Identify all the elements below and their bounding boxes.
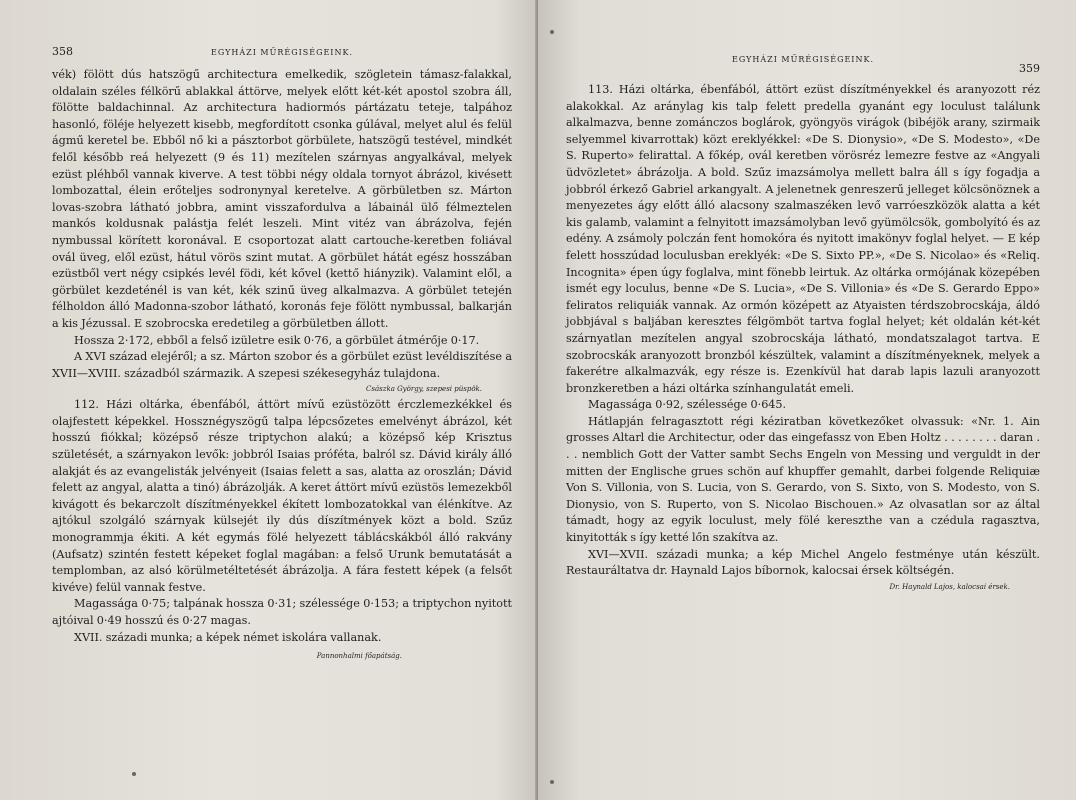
running-header: EGYHÁZI MŰRÉGISÉGEINK.: [211, 48, 353, 57]
attribution: Császka György, szepesi püspök.: [366, 385, 482, 394]
page-number: 359: [1019, 62, 1040, 75]
paper-speck: [550, 780, 554, 784]
paragraph: Hossza 2·172, ebből a felső izületre esik 0·76, a görbület átmérője 0·17.: [74, 333, 480, 347]
paper-speck: [550, 30, 554, 34]
left-page-header: [52, 45, 512, 67]
paragraph: XVI—XVII. századi munka; a kép Michel Angelo festménye után készült. Restauráltatva dr. Haynald Lajos bíbornok, kalocsai érsek költségén.: [566, 547, 1040, 578]
paragraph: 112. Házi oltárka, ébenfából, áttört mívű ezüstözött érczlemezkékkel és olajfestett képekkel. Hossznégyszögű talpa lépcsőzetes emelvényt ábrázol, két hosszú fiókkal; középső része triptychon alakú; a középső kép Krisztus születését, a szárnyakon levők: jobbról Isaias próféta, balról sz. Dávid király álló alakját és az evangelisták jelvényeit (Isaias felett a sas, alatta az oroszlán; Dávid felett az angyal, alatta a tinó) ábrázolják. A keret áttört mívű ezüstös lemezekből kivágott és bekarczolt díszítményekkel ékített lombozatokkal van élénkítve. Az ajtókul szolgáló szárnyak külsejét ily dús díszítmények közt a bold. Szűz monogrammja ékiti. A két egymás fölé helyezett táblácskákból álló rakvány (Aufsatz) szintén festett képeket foglal magában: a felső Urunk bemutatását a templomban, az alsó körülmetéltetését ábrázolja. A fára festett képek (a felsőt kivéve) felül vannak festve.: [52, 398, 512, 594]
paragraph: vék) fölött dús hatszögű architectura emelkedik, szögletein támasz-falakkal, oldalain széles félkörű ablakkal áttörve, melyek előtt két-két apostol szobra áll, fölötte baldachinnal. Az architectura hadiormós pártázatu teteje, talpához hasonló, föléje helyezett kisebb, megfordított csonka gúlával, melyet alul és felül ágmű keretel be. Ebből nő ki a pásztorbot görbülete, hatszögű testével, mindkét felől később reá helyezett (9 és 11) mezítelen szárnyas angyalkával, melyek ezüst pléhből vannak kiverve. A test többi négy oldala tornyot ábrázol, kivésett lombozattal, élein erőteljes sodronynyal keretelve. A görbületben sz. Márton lovas-szobra látható jobbra, amint visszafordulva a lábainál ülő félmeztelen mankós koldusnak palástja felét leszeli. Mint vitéz van ábrázolva, fején nymbussal körített koronával. E csoportozat alatt cartouche-keretben foliával ovál üveg, elől ezüst, hátul vörös szint mutat. A görbület hátát egész hosszában ezüstből vert négy csipkés levél födi, két kővel (kettő hiányzik). Valamint elől, a görbület kezdeténél is van két, kék szinű üveg alkalmazva. A görbület tetején félholdon álló Madonna-szobor látható, koronás feje fölött nymbussal, balkarján a kis Jézussal. E szobrocska eredetileg a görbületben állott.: [52, 68, 512, 330]
paragraph: 113. Házi oltárka, ébenfából, áttört ezüst díszítményekkel és aranyozott réz alakokkal. Az aránylag kis talp felett predella gyanánt egy loculust találunk alkalmazva, benne zománczos boglárok, gyöngyös virágok (bibéjök arany, szirmaik selyemmel kivarrottak) közt ereklyékkel: «De S. Dionysio», «De S. Modesto», «De S. Ruperto» felirattal. A főkép, ovál keretben vörösréz lemezre festve az «Angyali üdvözletet» ábrázolja. A bold. Szűz imazsámolya mellett balra áll s így fogadja a jobbról érkező Gabriel arkangyalt. A jelenetnek genreszerű jelleget kölcsönöznek a menyezetes ágy előtt álló alacsony szalmaszéken levő varróeszközök alatta a két kis galamb, valamint a felnyitott imazsámolyban levő gyümölcsök, gombolyító és az edény. A zsámoly polczán fent homokóra és nyitott imakönyv foglal helyet. — E kép felett hosszúdad loculusban ereklyék: «De S. Sixto PP.», «De S. Nicolao» és «Reliq. Incognita» épen úgy foglalva, mint fönebb leirtuk. Az oltárka ormójának közepében ismét egy loculus, benne «De S. Lucia», «De S. Villonia» és «De S. Gerardo Eppo» feliratos reliquiák vannak. Az ormón középett az Atyaisten térdszobrocskája, áldó jobbjával s baljában keresztes félgömböt tartva foglal helyet; két oldalán két-két szárnyatlan mezítelen angyal szobrocskája látható, mondatszalagot tartva. E szobrocskák aranyozott bronzból készültek, valamint a díszítményeknek, melyek a fakerétre alkalmazvák, egy része is. Ezenkívül hat darab lapis lazuli aranyozott bronzkeretben a házi oltárka színhangulatát emeli.: [566, 83, 1040, 395]
paragraph: Hátlapján felragasztott régi kéziratban következőket olvassuk: «Nr. 1. Ain grosses Altarl die Architectur, oder das eingefassz von Eben Holtz . . . . . . . . daran . . . nemblich Gott der Vatter sambt Sechs Engeln von Messing und verguldt in der mitten der Englische grues schön auf khupffer gemahlt, darbei folgende Reliquiæ Von S. Villonia, von S. Lucia, von S. Gerardo, von S. Sixto, von S. Modesto, von S. Dionysio, von S. Ruperto, von S. Nicolao Bischouen.» Az olvasatlan sor az által támadt, hogy az egyik loculust, mely fölé kereszthe van a czédula ragasztva, kinyitották s így ketté lőn szakítva az.: [566, 414, 1040, 545]
paragraph: Magassága 0·92, szélessége 0·645.: [588, 398, 787, 412]
paragraph: A XVI század elejéről; a sz. Márton szobor és a görbület ezüst levéldiszítése a XVII—XVIII. századból származik. A szepesi székesegyház tulajdona.: [52, 350, 512, 380]
page-number: 358: [52, 45, 73, 58]
paragraph: XVII. századi munka; a képek német iskolára vallanak.: [74, 630, 382, 644]
attribution: Dr. Haynald Lajos, kalocsai érsek.: [889, 582, 1010, 591]
paper-speck: [132, 772, 136, 776]
paragraph: Magassága 0·75; talpának hossza 0·31; szélessége 0·153; a triptychon nyitott ajtóival 0·49 hosszú és 0·27 magas.: [52, 597, 512, 627]
right-page-header: [566, 55, 1040, 82]
attribution: Pannonhalmi főapátság.: [316, 652, 402, 661]
right-page: [538, 0, 1076, 800]
running-header: EGYHÁZI MŰRÉGISÉGEINK.: [732, 55, 874, 64]
